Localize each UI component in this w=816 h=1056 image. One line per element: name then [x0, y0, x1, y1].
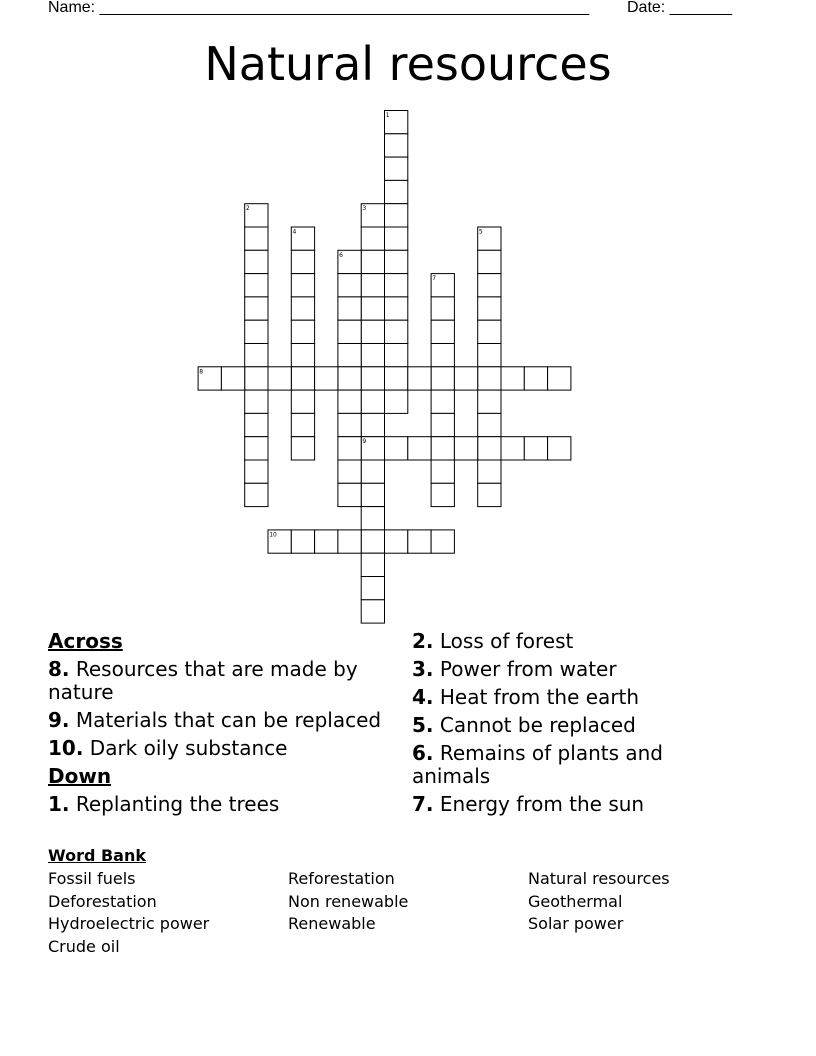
word-bank-item: Solar power: [528, 914, 624, 934]
crossword-cell[interactable]: [478, 344, 501, 367]
cell-number: 9: [362, 438, 367, 446]
crossword-cell[interactable]: [385, 274, 408, 297]
crossword-cell[interactable]: [291, 530, 314, 553]
crossword-cell[interactable]: [478, 460, 501, 483]
crossword-cell[interactable]: [245, 274, 268, 297]
crossword-cell[interactable]: [431, 367, 454, 390]
crossword-cell[interactable]: [245, 437, 268, 460]
crossword-cell[interactable]: [408, 530, 431, 553]
crossword-cell[interactable]: [385, 204, 408, 227]
crossword-cell[interactable]: [291, 344, 314, 367]
crossword-cell[interactable]: [338, 390, 361, 413]
cell-number: 10: [269, 531, 277, 539]
word-bank-item: Geothermal: [528, 891, 623, 911]
crossword-cell[interactable]: [361, 344, 384, 367]
crossword-cell[interactable]: [291, 437, 314, 460]
crossword-cell[interactable]: [245, 483, 268, 506]
crossword-cell[interactable]: [291, 274, 314, 297]
crossword-cell[interactable]: [548, 437, 571, 460]
crossword-cell[interactable]: [291, 250, 314, 273]
crossword-cell[interactable]: [478, 390, 501, 413]
crossword-cell[interactable]: [245, 250, 268, 273]
crossword-cell[interactable]: [431, 344, 454, 367]
crossword-cell[interactable]: [291, 367, 314, 390]
word-bank-list: [48, 868, 768, 958]
word-bank-item: Renewable: [288, 914, 376, 934]
clue-text: Energy from the sun: [439, 792, 645, 816]
crossword-cell[interactable]: [361, 274, 384, 297]
clue-number: 2.: [412, 629, 434, 653]
clues-right-column: [412, 630, 712, 821]
crossword-cell[interactable]: [408, 367, 431, 390]
clue-number: 9.: [48, 708, 70, 732]
word-bank-title: Word Bank: [48, 846, 147, 865]
crossword-cell[interactable]: [385, 344, 408, 367]
crossword-cell[interactable]: [291, 297, 314, 320]
crossword-cell[interactable]: [385, 530, 408, 553]
crossword-cell[interactable]: [245, 367, 268, 390]
crossword-cell[interactable]: [431, 390, 454, 413]
clue-number: 4.: [412, 685, 434, 709]
crossword-cell[interactable]: [338, 483, 361, 506]
crossword-cell[interactable]: [361, 367, 384, 390]
crossword-cell[interactable]: [361, 507, 384, 530]
crossword-cell[interactable]: [315, 530, 338, 553]
clue-text: Dark oily substance: [89, 736, 288, 760]
crossword-cell[interactable]: [361, 460, 384, 483]
clue-number: 1.: [48, 792, 70, 816]
crossword-cell[interactable]: [478, 413, 501, 436]
name-field[interactable]: Name: _______________________________________________________: [48, 0, 589, 16]
across-heading: Across: [48, 629, 123, 653]
crossword-cell[interactable]: [291, 413, 314, 436]
clue-number: 8.: [48, 657, 70, 681]
crossword-cell[interactable]: [385, 367, 408, 390]
crossword-cell[interactable]: [431, 437, 454, 460]
crossword-cell[interactable]: [431, 320, 454, 343]
crossword-cell[interactable]: [245, 413, 268, 436]
crossword-cell[interactable]: [361, 530, 384, 553]
crossword-cell[interactable]: [454, 437, 477, 460]
clue-down-6: [412, 742, 712, 788]
crossword-cell[interactable]: [385, 250, 408, 273]
crossword-cell[interactable]: [385, 180, 408, 203]
crossword-cell[interactable]: [548, 367, 571, 390]
page-title: Natural resources: [204, 37, 612, 91]
clue-number: 6.: [412, 741, 434, 765]
crossword-cell[interactable]: [338, 460, 361, 483]
crossword-cell[interactable]: [478, 320, 501, 343]
clue-number: 5.: [412, 713, 434, 737]
cell-number: 4: [292, 228, 297, 236]
word-bank-item: Hydroelectric power: [48, 914, 210, 934]
crossword-cell[interactable]: [338, 413, 361, 436]
crossword-cell[interactable]: [431, 530, 454, 553]
crossword-cell[interactable]: [431, 413, 454, 436]
crossword-cell[interactable]: [268, 367, 291, 390]
clue-text: Heat from the earth: [439, 685, 640, 709]
clue-down-4: [412, 686, 712, 709]
clue-text: Power from water: [439, 657, 617, 681]
cell-number: 5: [478, 228, 483, 236]
crossword-cell[interactable]: [385, 227, 408, 250]
crossword-cell[interactable]: [361, 483, 384, 506]
crossword-cell[interactable]: [385, 390, 408, 413]
crossword-cell[interactable]: [478, 297, 501, 320]
crossword-cell[interactable]: [291, 390, 314, 413]
word-bank-item: Crude oil: [48, 936, 120, 956]
clue-text: Remains of plants and animals: [412, 741, 663, 788]
crossword-cell[interactable]: [361, 577, 384, 600]
crossword-cell[interactable]: [385, 297, 408, 320]
clue-down-7: [412, 793, 712, 816]
crossword-cell[interactable]: [501, 437, 524, 460]
date-field[interactable]: Date: _______: [627, 0, 732, 16]
clue-down-1: [48, 793, 388, 816]
crossword-cell[interactable]: [338, 344, 361, 367]
crossword-cell[interactable]: [385, 157, 408, 180]
clue-down-2: [412, 630, 712, 653]
crossword-cell[interactable]: [361, 320, 384, 343]
crossword-cell[interactable]: [361, 600, 384, 623]
crossword-cell[interactable]: [245, 460, 268, 483]
crossword-cell[interactable]: [478, 437, 501, 460]
crossword-cell[interactable]: [361, 413, 384, 436]
crossword-cell[interactable]: [338, 320, 361, 343]
crossword-cell[interactable]: [245, 297, 268, 320]
clue-across-10: [48, 737, 388, 760]
cell-number: 6: [339, 251, 343, 259]
crossword-cell[interactable]: [361, 250, 384, 273]
cell-number: 1: [385, 112, 390, 119]
clue-number: 3.: [412, 657, 434, 681]
clue-text: Loss of forest: [439, 629, 574, 653]
crossword-cell[interactable]: [221, 367, 244, 390]
clues-left-column: [48, 630, 388, 821]
crossword-cell[interactable]: [245, 390, 268, 413]
crossword-cell[interactable]: [478, 483, 501, 506]
crossword-cell[interactable]: [245, 227, 268, 250]
clue-number: 10.: [48, 736, 84, 760]
crossword-cell[interactable]: [291, 320, 314, 343]
crossword-cell[interactable]: [431, 483, 454, 506]
word-bank-item: Natural resources: [528, 869, 670, 888]
crossword-cell[interactable]: [361, 227, 384, 250]
crossword-cell[interactable]: [361, 390, 384, 413]
word-bank-item: Reforestation: [288, 869, 395, 888]
crossword-cell[interactable]: [315, 367, 338, 390]
crossword-cell[interactable]: [478, 274, 501, 297]
clue-across-8: [48, 658, 388, 704]
crossword-cell[interactable]: [408, 437, 431, 460]
cell-number: 2: [245, 205, 250, 213]
crossword-cell[interactable]: [338, 437, 361, 460]
crossword-cell[interactable]: [524, 367, 547, 390]
crossword-cell[interactable]: [361, 553, 384, 576]
crossword-cell[interactable]: [385, 437, 408, 460]
crossword-cell[interactable]: [524, 437, 547, 460]
crossword-cell[interactable]: [338, 367, 361, 390]
clue-text: Resources that are made by nature: [48, 657, 358, 704]
cell-number: 7: [432, 275, 437, 283]
crossword-cell[interactable]: [245, 320, 268, 343]
crossword-cell[interactable]: [478, 250, 501, 273]
cell-number: 3: [362, 205, 367, 213]
crossword-cell[interactable]: [385, 320, 408, 343]
crossword-cell[interactable]: [361, 297, 384, 320]
crossword-cell[interactable]: [338, 274, 361, 297]
word-bank-item: Deforestation: [48, 891, 157, 911]
crossword-cell[interactable]: [338, 530, 361, 553]
clue-text: Replanting the trees: [75, 792, 280, 816]
crossword-cell[interactable]: [501, 367, 524, 390]
crossword-cell[interactable]: [431, 297, 454, 320]
crossword-cell[interactable]: [431, 460, 454, 483]
word-bank-item: Fossil fuels: [48, 869, 136, 888]
crossword-cell[interactable]: [478, 367, 501, 390]
down-heading: Down: [48, 764, 112, 788]
crossword-cell[interactable]: [338, 297, 361, 320]
crossword-cell[interactable]: [454, 367, 477, 390]
clue-text: Cannot be replaced: [439, 713, 636, 737]
crossword-cell[interactable]: [385, 134, 408, 157]
word-bank-item: Non renewable: [288, 891, 409, 911]
word-bank: [48, 846, 768, 958]
cell-number: 8: [199, 368, 204, 376]
clue-across-9: [48, 709, 388, 732]
clue-down-5: [412, 714, 712, 737]
clue-number: 7.: [412, 792, 434, 816]
clue-down-3: [412, 658, 712, 681]
clue-text: Materials that can be replaced: [75, 708, 382, 732]
crossword-cell[interactable]: [245, 344, 268, 367]
